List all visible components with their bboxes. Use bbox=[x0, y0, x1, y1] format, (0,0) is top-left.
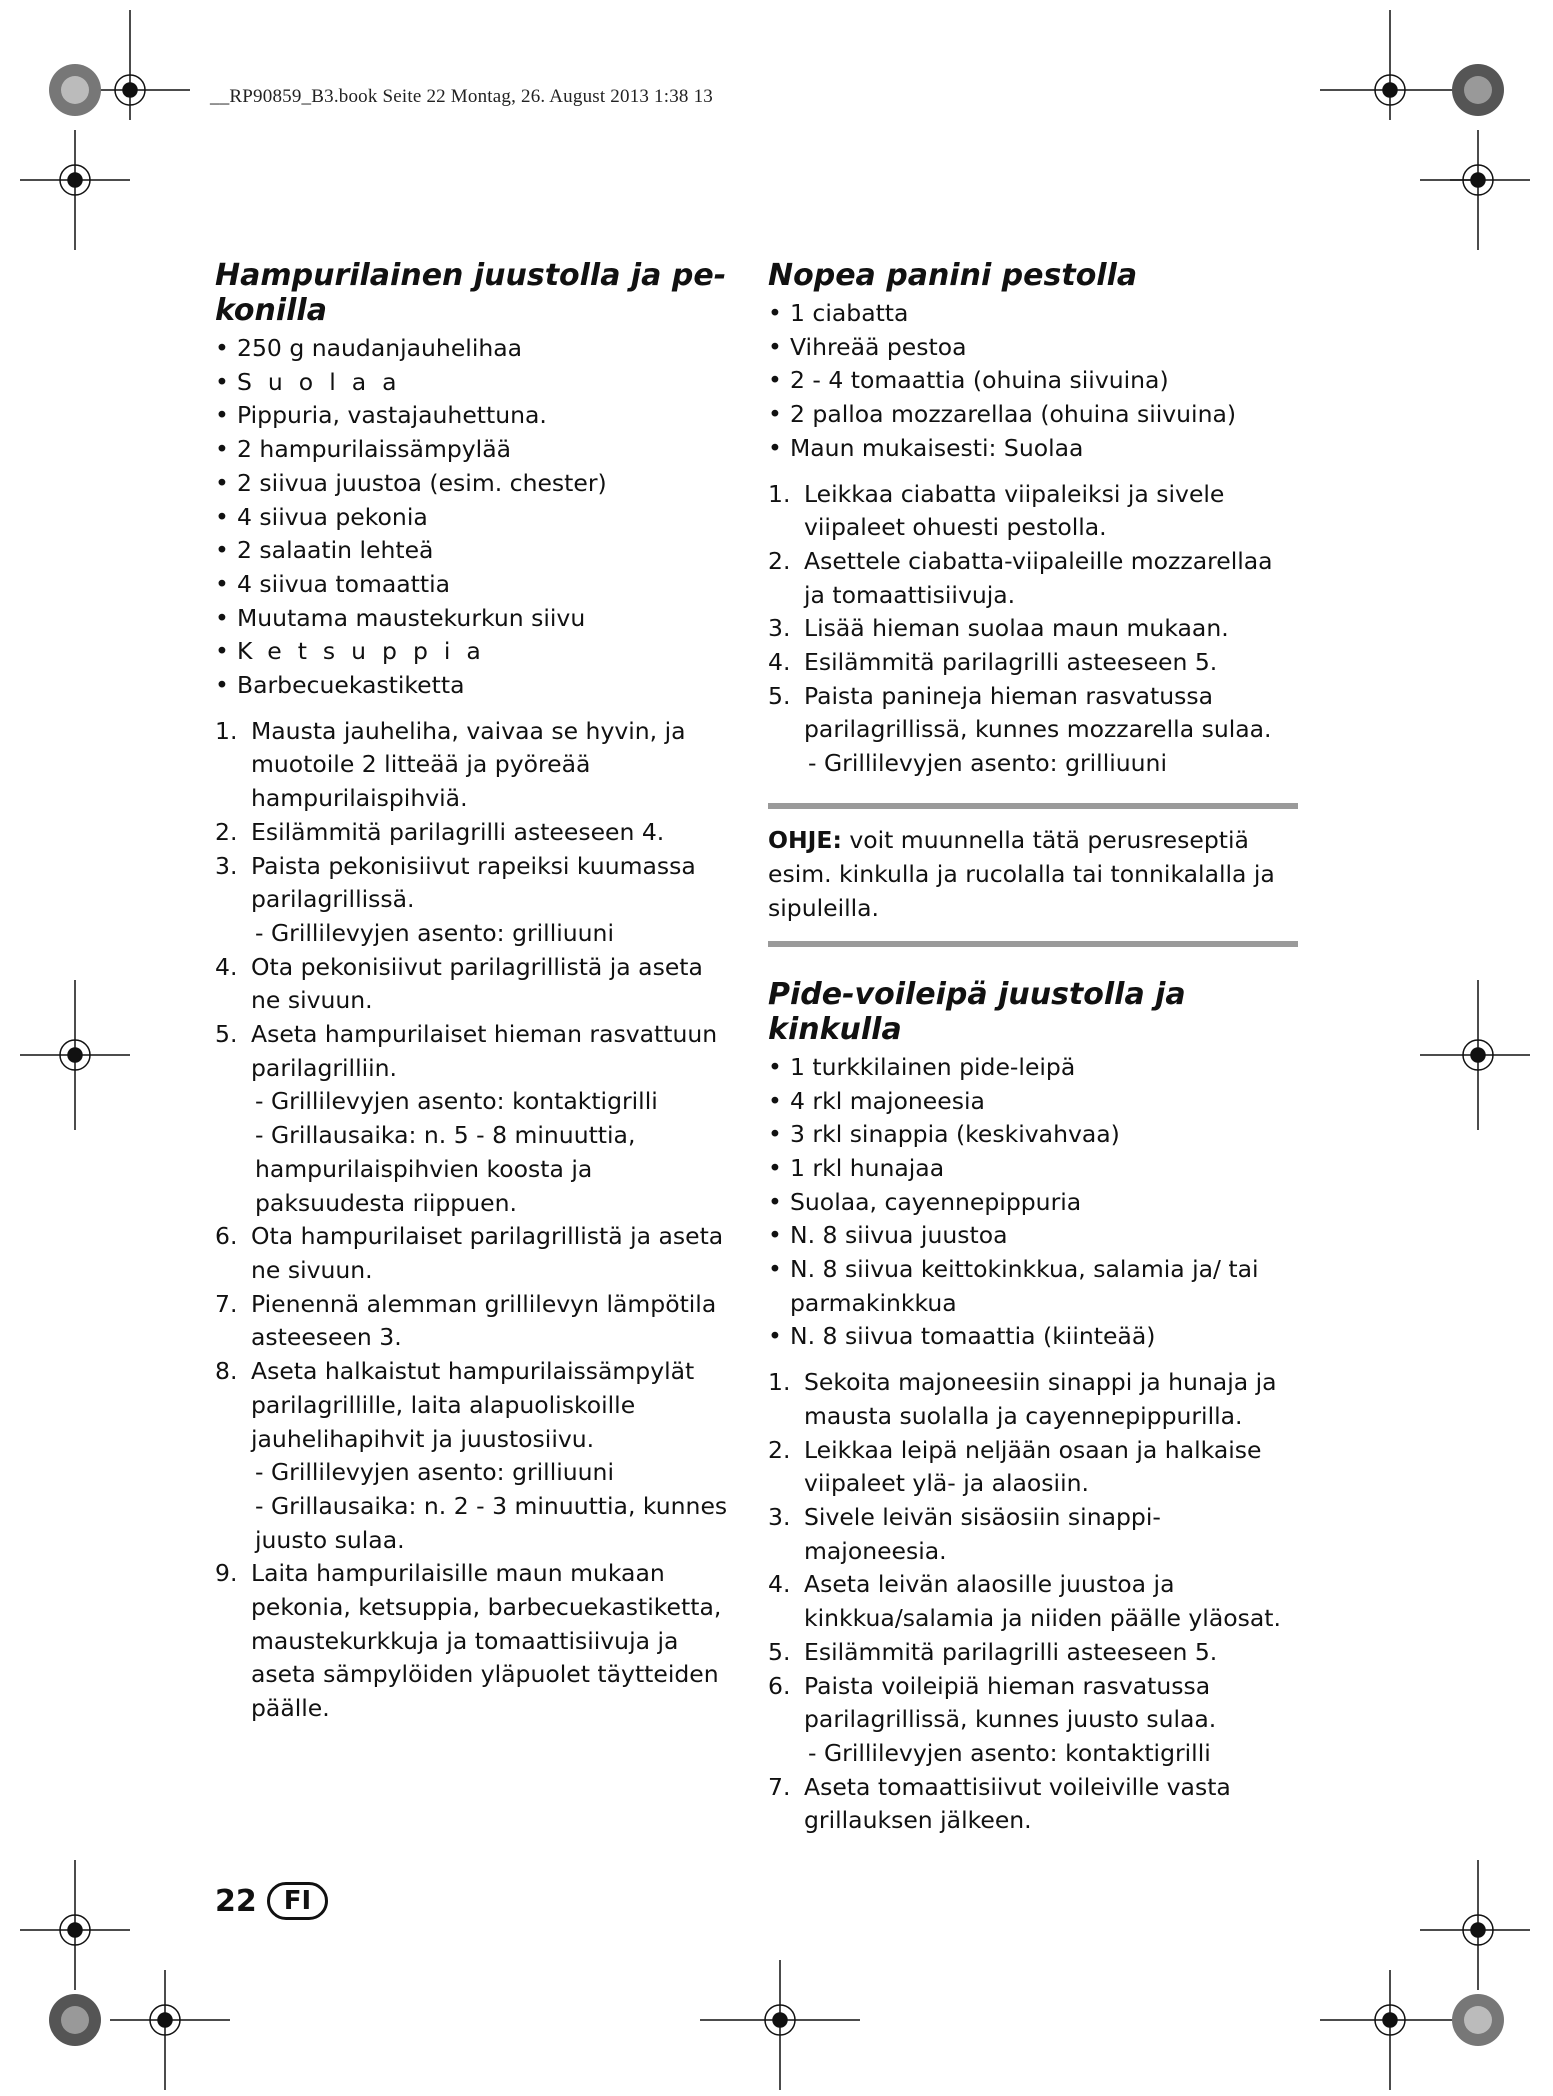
step-text: Ota hampurilaiset parilagrillistä ja aseta ne sivuun. bbox=[251, 1222, 724, 1284]
step-item bbox=[768, 1434, 1298, 1501]
step-number: 2. bbox=[768, 1435, 791, 1464]
list-item: • Maun mukaisesti: Suolaa bbox=[768, 432, 1298, 466]
list-item: • Barbecuekastiketta bbox=[215, 669, 735, 703]
step-item bbox=[768, 646, 1298, 680]
step-text: Paista panineja hieman rasvatussa parilagrillissä, kunnes mozzarella sulaa. bbox=[804, 681, 1272, 744]
list-item: • 2 hampurilaissämpylää bbox=[215, 433, 735, 467]
right-column bbox=[768, 258, 1298, 1838]
ingredient-list bbox=[768, 297, 1298, 466]
step-item bbox=[768, 478, 1298, 545]
list-item: • 2 palloa mozzarellaa (ohuina siivuina) bbox=[768, 398, 1298, 432]
step-number: 6. bbox=[768, 1671, 791, 1700]
recipe-title-burger bbox=[215, 258, 735, 328]
step-item bbox=[768, 1670, 1298, 1771]
print-file-info: __RP90859_B3.book Seite 22 Montag, 26. August 2013 1:38 13 bbox=[210, 86, 713, 107]
step-item bbox=[768, 1501, 1298, 1568]
step-subnote: - Grillilevyjen asento: grilliuuni bbox=[255, 1458, 614, 1487]
list-item: • Suolaa bbox=[215, 366, 735, 400]
step-number: 9. bbox=[215, 1559, 238, 1588]
recipe-title-pide: Pide-voileipä juustolla ja kinkulla bbox=[768, 976, 1186, 1047]
step-item bbox=[215, 715, 735, 816]
step-item bbox=[215, 850, 735, 951]
tip-text: voit muunnella tätä perusreseptiä esim. kinkulla ja rucolalla tai tonnikalalla ja sipuleilla. bbox=[768, 825, 1275, 922]
step-number: 5. bbox=[768, 681, 791, 710]
step-number: 5. bbox=[215, 1020, 238, 1049]
step-subnote: - Grillilevyjen asento: kontaktigrilli bbox=[255, 1087, 658, 1116]
step-item bbox=[768, 612, 1298, 646]
recipe-title-line1: Hampurilainen juustolla ja pe- bbox=[215, 258, 727, 293]
recipe-title-panini: Nopea panini pestolla bbox=[768, 258, 1138, 293]
list-item: • N. 8 siivua tomaattia (kiinteää) bbox=[768, 1320, 1298, 1354]
step-text: Esilämmitä parilagrilli asteeseen 5. bbox=[804, 1637, 1218, 1666]
list-item: • 4 siivua tomaattia bbox=[215, 568, 735, 602]
ingredient-list bbox=[215, 332, 735, 703]
step-subnote: - Grillausaika: n. 2 - 3 minuuttia, kunnes juusto sulaa. bbox=[255, 1491, 728, 1554]
step-number: 2. bbox=[215, 817, 238, 846]
step-text: Pienennä alemman grillilevyn lämpötila asteeseen 3. bbox=[251, 1289, 717, 1352]
step-item bbox=[768, 545, 1298, 612]
step-number: 1. bbox=[215, 716, 238, 745]
list-item: • 4 rkl majoneesia bbox=[768, 1085, 1298, 1119]
step-item bbox=[768, 1771, 1298, 1838]
list-item: • 250 g naudanjauhelihaa bbox=[215, 332, 735, 366]
step-list bbox=[215, 715, 735, 1726]
step-text: Aseta tomaattisiivut voileiville vasta grillauksen jälkeen. bbox=[804, 1772, 1231, 1835]
ingredient-list bbox=[768, 1051, 1298, 1354]
step-item bbox=[215, 1018, 735, 1220]
step-number: 8. bbox=[215, 1357, 238, 1386]
step-number: 3. bbox=[768, 614, 791, 643]
step-item bbox=[215, 1220, 735, 1287]
step-text: Paista pekonisiivut rapeiksi kuumassa parilagrillissä. bbox=[251, 851, 696, 914]
step-number: 4. bbox=[215, 952, 238, 981]
list-item: • Vihreää pestoa bbox=[768, 331, 1298, 365]
list-item: • Suolaa, cayennepippuria bbox=[768, 1186, 1298, 1220]
list-item: • 1 turkkilainen pide-leipä bbox=[768, 1051, 1298, 1085]
step-text: Mausta jauheliha, vaivaa se hyvin, ja muotoile 2 litteää ja pyöreää hampurilaispihviä. bbox=[251, 716, 686, 813]
step-text: Sivele leivän sisäosiin sinappi-majoneesia. bbox=[804, 1502, 1161, 1565]
list-item: • Pippuria, vastajauhettuna. bbox=[215, 399, 735, 433]
step-item bbox=[215, 816, 735, 850]
step-text: Aseta halkaistut hampurilaissämpylät parilagrillille, laita alapuoliskoille jauhelihapihvit ja juustosiivu. bbox=[251, 1357, 695, 1453]
step-number: 3. bbox=[215, 851, 238, 880]
step-subnote: - Grillilevyjen asento: kontaktigrilli bbox=[808, 1738, 1211, 1767]
step-item bbox=[768, 680, 1298, 781]
step-number: 4. bbox=[768, 1570, 791, 1599]
language-badge: FI bbox=[267, 1882, 328, 1920]
step-item bbox=[215, 1355, 735, 1557]
list-item: • 1 rkl hunajaa bbox=[768, 1152, 1298, 1186]
step-text: Leikkaa leipä neljään osaan ja halkaise viipaleet ylä- ja alaosiin. bbox=[804, 1435, 1262, 1498]
step-text: Ota pekonisiivut parilagrillistä ja aseta ne sivuun. bbox=[251, 952, 703, 1015]
page-footer bbox=[215, 1882, 328, 1920]
step-number: 3. bbox=[768, 1502, 791, 1531]
list-item: • Ketsuppia bbox=[215, 635, 735, 669]
step-subnote: - Grillausaika: n. 5 - 8 minuuttia, hampurilaispihvien koosta ja paksuudesta riippuen. bbox=[255, 1121, 636, 1217]
step-text: Asettele ciabatta-viipaleille mozzarellaa ja tomaattisiivuja. bbox=[804, 546, 1273, 609]
step-text: Laita hampurilaisille maun mukaan pekonia, ketsuppia, barbecuekastiketta, maustekurkkuja ja tomaattisiivuja ja aseta sämpylöiden yläpuolet täytteiden päälle. bbox=[251, 1559, 722, 1723]
list-item: • N. 8 siivua keittokinkkua, salamia ja/ tai parmakinkkua bbox=[768, 1253, 1298, 1320]
list-item: • 2 - 4 tomaattia (ohuina siivuina) bbox=[768, 364, 1298, 398]
list-item: • 2 siivua juustoa (esim. chester) bbox=[215, 467, 735, 501]
step-number: 7. bbox=[768, 1772, 791, 1801]
step-text: Lisää hieman suolaa maun mukaan. bbox=[804, 614, 1229, 643]
step-text: Sekoita majoneesiin sinappi ja hunaja ja mausta suolalla ja cayennepippurilla. bbox=[804, 1368, 1277, 1430]
list-item: • 4 siivua pekonia bbox=[215, 501, 735, 535]
step-item bbox=[215, 1288, 735, 1355]
recipe-title-line2: konilla bbox=[215, 293, 327, 328]
step-list bbox=[768, 1366, 1298, 1838]
left-column bbox=[215, 258, 735, 1726]
step-subnote: - Grillilevyjen asento: grilliuuni bbox=[255, 918, 614, 947]
list-item: • 3 rkl sinappia (keskivahvaa) bbox=[768, 1118, 1298, 1152]
step-text: Aseta leivän alaosille juustoa ja kinkkua/salamia ja niiden päälle yläosat. bbox=[804, 1570, 1281, 1633]
step-number: 1. bbox=[768, 1368, 791, 1397]
step-text: Leikkaa ciabatta viipaleiksi ja sivele viipaleet ohuesti pestolla. bbox=[804, 479, 1225, 542]
step-text: Paista voileipiä hieman rasvatussa parilagrillissä, kunnes juusto sulaa. bbox=[804, 1671, 1217, 1734]
step-item bbox=[768, 1366, 1298, 1433]
step-number: 5. bbox=[768, 1637, 791, 1666]
step-number: 6. bbox=[215, 1222, 238, 1251]
step-item bbox=[768, 1568, 1298, 1635]
step-text: Aseta hampurilaiset hieman rasvattuun parilagrilliin. bbox=[251, 1020, 718, 1082]
tip-note bbox=[768, 803, 1298, 947]
tip-label: OHJE: bbox=[768, 825, 842, 854]
step-item bbox=[768, 1636, 1298, 1670]
list-item: • 1 ciabatta bbox=[768, 297, 1298, 331]
step-item bbox=[215, 1557, 735, 1726]
list-item: • Muutama maustekurkun siivu bbox=[215, 602, 735, 636]
step-text: Esilämmitä parilagrilli asteeseen 4. bbox=[251, 817, 665, 846]
step-text: Esilämmitä parilagrilli asteeseen 5. bbox=[804, 648, 1218, 677]
step-subnote: - Grillilevyjen asento: grilliuuni bbox=[808, 749, 1167, 778]
step-item bbox=[215, 951, 735, 1018]
list-item: • 2 salaatin lehteä bbox=[215, 534, 735, 568]
step-number: 2. bbox=[768, 546, 791, 575]
step-number: 1. bbox=[768, 479, 791, 508]
step-number: 7. bbox=[215, 1289, 238, 1318]
step-number: 4. bbox=[768, 648, 791, 677]
step-list bbox=[768, 478, 1298, 781]
page-number: 22 bbox=[215, 1883, 257, 1919]
list-item: • N. 8 siivua juustoa bbox=[768, 1219, 1298, 1253]
